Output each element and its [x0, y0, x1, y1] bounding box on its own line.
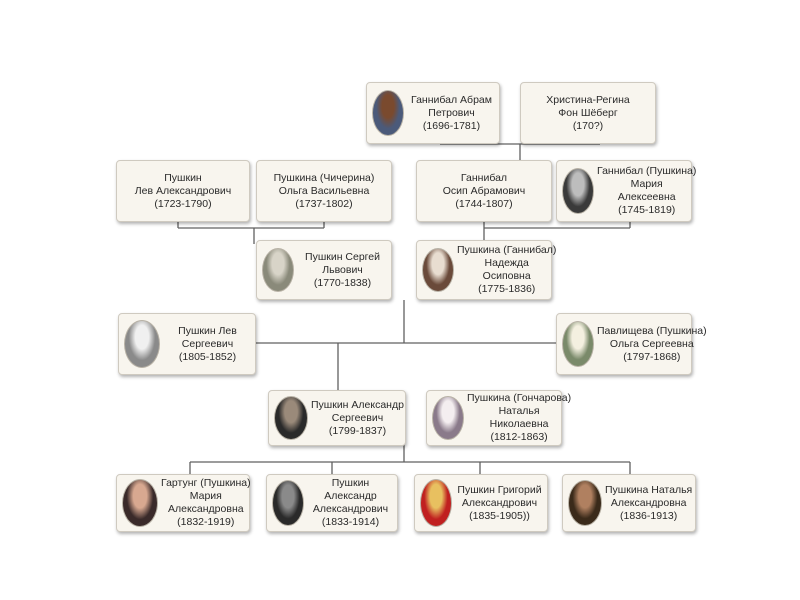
person-text-line: Осип Абрамович — [442, 184, 526, 197]
portrait-icon — [122, 479, 158, 527]
person-text-line: Николаевна — [489, 418, 549, 430]
person-text — [602, 484, 695, 523]
person-text-line: Пушкин Александр — [311, 398, 404, 411]
person-text — [521, 94, 655, 133]
person-card-pushkin-aleksandr-aleksandrovich — [266, 474, 398, 532]
person-text-line: Пушкина (Ганнибал) — [457, 244, 557, 256]
person-text-line: (1832-1919) — [177, 516, 235, 528]
person-text-line: Пушкина (Гончарова) — [467, 392, 572, 404]
person-text — [404, 94, 499, 133]
person-text-line: (1836-1913) — [620, 509, 678, 522]
person-text-line: Ганнибал — [460, 171, 508, 184]
person-text-line: (1696-1781) — [422, 119, 481, 132]
person-card-pushkin-sergey — [256, 240, 392, 300]
person-text-line: Пушкин Григорий — [457, 483, 542, 496]
person-text-line: Сергеевич — [181, 337, 234, 350]
person-text-line: Надежда — [484, 257, 529, 269]
person-card-pushkina-hannibal-nadezhda — [416, 240, 557, 300]
person-text-line: Петрович — [428, 106, 475, 119]
person-text — [257, 172, 391, 211]
person-card-pushkina-goncharova — [426, 390, 572, 446]
person-text-line: Мария — [189, 490, 222, 502]
person-text-line: (1775-1836) — [478, 283, 536, 295]
person-card-hannibal-pushkina-maria — [556, 160, 697, 222]
person-text-line: Лев Александрович — [134, 184, 232, 197]
person-card-hannibal-abram — [366, 82, 500, 144]
person-text-line: (1770-1838) — [313, 276, 372, 289]
person-card-pushkina-natalya-aleksandrovna — [562, 474, 696, 532]
person-text-line: Осиповна — [482, 270, 531, 282]
person-text — [417, 172, 551, 211]
person-text-line: Львович — [322, 263, 363, 276]
portrait-icon — [272, 480, 304, 526]
person-text — [304, 477, 397, 529]
person-text-line: (1737-1802) — [295, 197, 353, 210]
person-text-line: Христина-Регина — [546, 93, 630, 106]
person-text-line: Фон Шёберг — [558, 106, 618, 119]
portrait-icon — [274, 396, 308, 440]
person-card-pushkin-lev-sergeevich — [118, 313, 256, 375]
person-card-pushkina-chicherina — [256, 160, 392, 222]
portrait-icon — [422, 248, 454, 292]
portrait-icon — [420, 479, 452, 527]
portrait-icon — [562, 168, 594, 214]
person-text-line: Ганнибал Абрам — [411, 93, 492, 106]
portrait-icon — [372, 90, 404, 136]
person-text-line: (1833-1914) — [321, 516, 380, 528]
person-text-line: Александр — [324, 490, 377, 502]
person-text-line: (1745-1819) — [618, 204, 676, 216]
person-text — [160, 325, 255, 364]
portrait-icon — [568, 480, 602, 526]
person-text-line: (1723-1790) — [154, 197, 212, 210]
person-text-line: Ольга Васильевна — [278, 184, 370, 197]
person-card-pavlishcheva-olga — [556, 313, 707, 375]
person-text-line: (1805-1852) — [178, 350, 237, 363]
person-text — [454, 244, 559, 296]
person-text-line: (1797-1868) — [623, 350, 681, 363]
person-text — [308, 399, 407, 438]
person-text-line: Пушкин Сергей — [305, 250, 380, 263]
person-text-line: Александрович — [312, 503, 389, 515]
person-text-line: Пушкин Лев — [178, 324, 237, 337]
person-text-line: Наталья — [498, 405, 540, 417]
person-text — [594, 325, 710, 364]
person-text-line: Гартунг (Пушкина) — [161, 477, 251, 489]
person-text-line: Пушкина Наталья — [605, 483, 693, 496]
portrait-icon — [124, 320, 160, 368]
person-text-line: (1744-1807) — [455, 197, 513, 210]
person-text — [158, 477, 254, 529]
portrait-icon — [262, 248, 294, 292]
person-text-line: Александрович — [461, 496, 538, 509]
person-card-christina-regina — [520, 82, 656, 144]
person-text — [294, 251, 391, 290]
person-text-line: Сергеевич — [331, 411, 384, 424]
person-text-line: (1812-1863) — [490, 431, 548, 443]
person-text-line: Павлищева (Пушкина) — [597, 324, 707, 337]
person-text — [117, 172, 249, 211]
person-text — [464, 392, 574, 444]
person-text-line: Александровна — [167, 503, 244, 515]
person-text-line: Александровна — [610, 496, 687, 509]
person-text-line: Ольга Сергеевна — [609, 337, 694, 350]
person-text-line: Мария — [630, 178, 663, 190]
person-card-hannibal-osip — [416, 160, 552, 222]
person-text-line: Пушкина (Чичерина) — [273, 171, 375, 184]
person-card-gartung-maria — [116, 474, 250, 532]
person-card-pushkin-aleksandr-sergeevich — [268, 390, 406, 446]
person-text — [452, 484, 547, 523]
person-card-pushkin-grigoriy — [414, 474, 548, 532]
person-text-line: Ганнибал (Пушкина) — [597, 165, 697, 177]
person-text-line: Пушкин — [331, 477, 370, 489]
portrait-icon — [562, 321, 594, 367]
person-text-line: Пушкин — [164, 171, 202, 184]
person-text — [594, 165, 699, 217]
person-card-pushkin-lev-aleksandrovich — [116, 160, 250, 222]
person-text-line: (1799-1837) — [328, 424, 387, 437]
portrait-icon — [432, 396, 464, 440]
person-text-line: Алексеевна — [617, 191, 676, 203]
person-text-line: (170?) — [572, 119, 604, 132]
person-text-line: (1835-1905)) — [469, 509, 530, 522]
